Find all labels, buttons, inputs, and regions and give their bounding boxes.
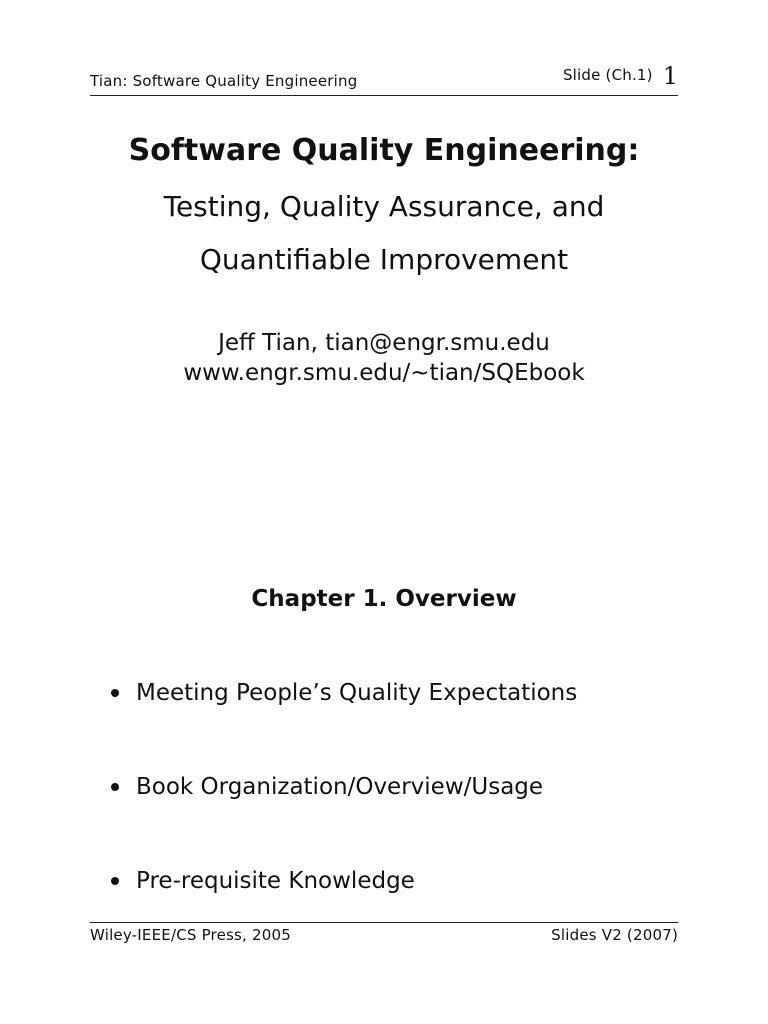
page-number: 1 [662,62,678,90]
bullet-icon [111,877,119,885]
footer-version: Slides V2 (2007) [551,926,678,944]
bullet-item [111,680,577,706]
header-slide-label: Slide (Ch.1) [562,66,653,84]
running-header [90,62,678,96]
bullet-text: Book Organization/Overview/Usage [136,774,544,800]
author-contact: Jeff Tian, tian@engr.smu.edu [218,330,550,356]
bullet-icon [111,689,119,697]
author-website: www.engr.smu.edu/∼tian/SQEbook [183,360,585,386]
bullet-icon [111,783,119,791]
footer-publisher: Wiley-IEEE/CS Press, 2005 [90,926,291,944]
subtitle-line-1: Testing, Quality Assurance, and [163,190,605,223]
bullet-item [111,774,543,800]
header-title: Tian: Software Quality Engineering [90,72,358,90]
bullet-text: Meeting People’s Quality Expectations [136,680,578,706]
page-title: Software Quality Engineering: [128,133,640,168]
running-footer [90,922,678,949]
header-slide-info [563,62,678,90]
chapter-heading: Chapter 1. Overview [251,586,517,612]
bullet-item [111,868,415,894]
bullet-text: Pre-requisite Knowledge [136,868,415,894]
subtitle-line-2: Quantifiable Improvement [199,243,569,276]
